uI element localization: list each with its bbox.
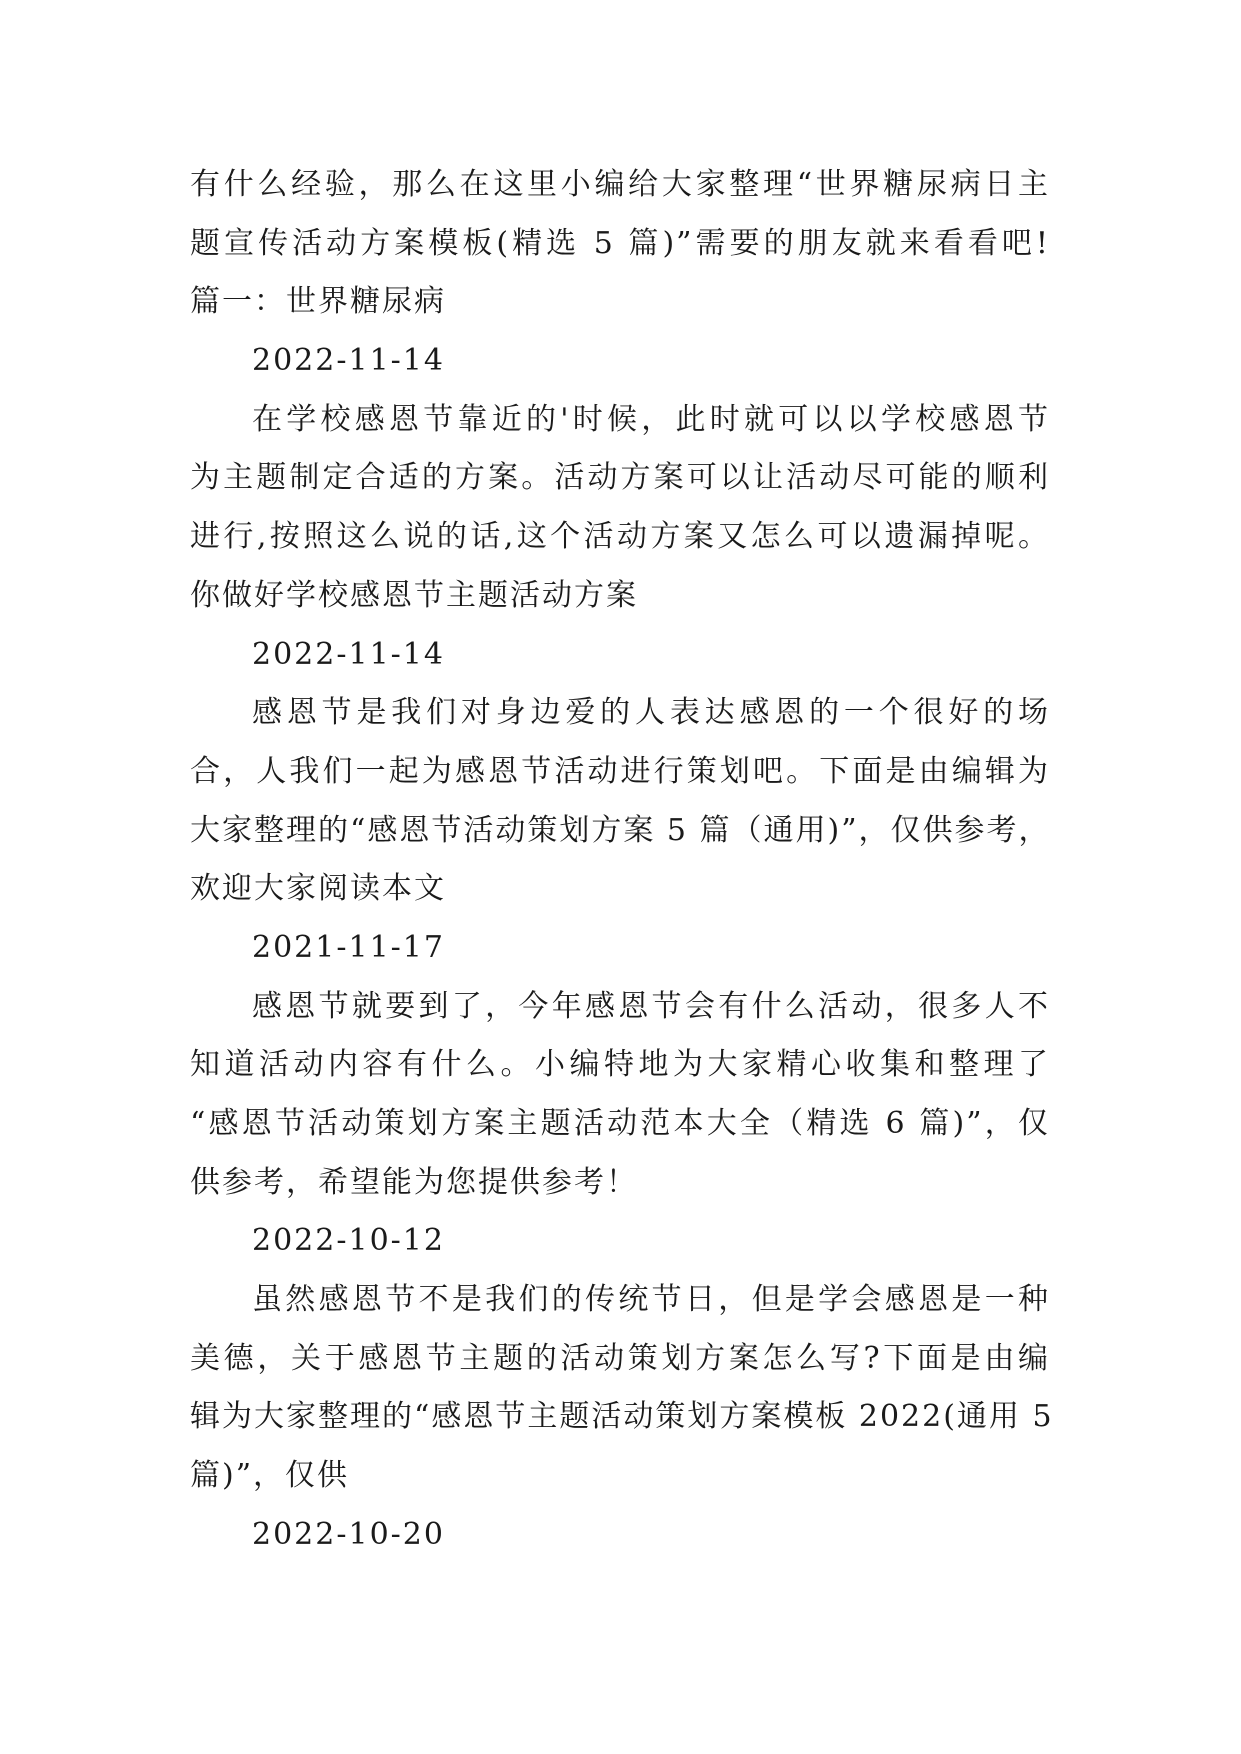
text-line: 有什么经验，那么在这里小编给大家整理“世界糖尿病日主: [190, 167, 1050, 202]
text-line: 欢迎大家阅读本文: [190, 871, 446, 907]
text-line: 篇一：世界糖尿病: [190, 284, 446, 320]
date-line: 2022-11-14: [252, 343, 445, 379]
text-line: 在学校感恩节靠近的'时候，此时就可以以学校感恩节: [252, 401, 1050, 437]
date-line: 2022-10-12: [252, 1223, 445, 1259]
text-line: 合，人我们一起为感恩节活动进行策划吧。下面是由编辑为: [190, 753, 1050, 789]
text-line: 供参考，希望能为您提供参考！: [190, 1164, 638, 1200]
text-line: 篇)”，仅供: [190, 1458, 350, 1494]
text-line: “感恩节活动策划方案主题活动范本大全（精选 6 篇)”，仅: [190, 1106, 1050, 1141]
text-line: 大家整理的“感恩节活动策划方案 5 篇（通用)”，仅供参考，: [190, 812, 1051, 848]
text-line: 感恩节是我们对身边爱的人表达感恩的一个很好的场: [252, 695, 1050, 731]
text-line: 虽然感恩节不是我们的传统节日，但是学会感恩是一种: [252, 1282, 1050, 1318]
date-line: 2022-10-20: [252, 1516, 445, 1552]
text-line: 美德，关于感恩节主题的活动策划方案怎么写?下面是由编: [190, 1340, 1050, 1376]
document-body: [190, 156, 1054, 1565]
date-line: 2022-11-14: [252, 636, 445, 672]
text-line: 辑为大家整理的“感恩节主题活动策划方案模板 2022(通用 5: [190, 1399, 1054, 1435]
date-line: 2021-11-17: [252, 929, 445, 965]
text-line: 你做好学校感恩节主题活动方案: [190, 577, 638, 613]
text-line: 进行,按照这么说的话,这个活动方案又怎么可以遗漏掉呢。: [190, 519, 1050, 555]
text-line: 知道活动内容有什么。小编特地为大家精心收集和整理了: [190, 1047, 1050, 1083]
text-line: 为主题制定合适的方案。活动方案可以让活动尽可能的顺利: [190, 460, 1050, 496]
text-line: 题宣传活动方案模板(精选 5 篇)”需要的朋友就来看看吧!: [190, 225, 1050, 261]
text-line: 感恩节就要到了，今年感恩节会有什么活动，很多人不: [252, 988, 1050, 1024]
